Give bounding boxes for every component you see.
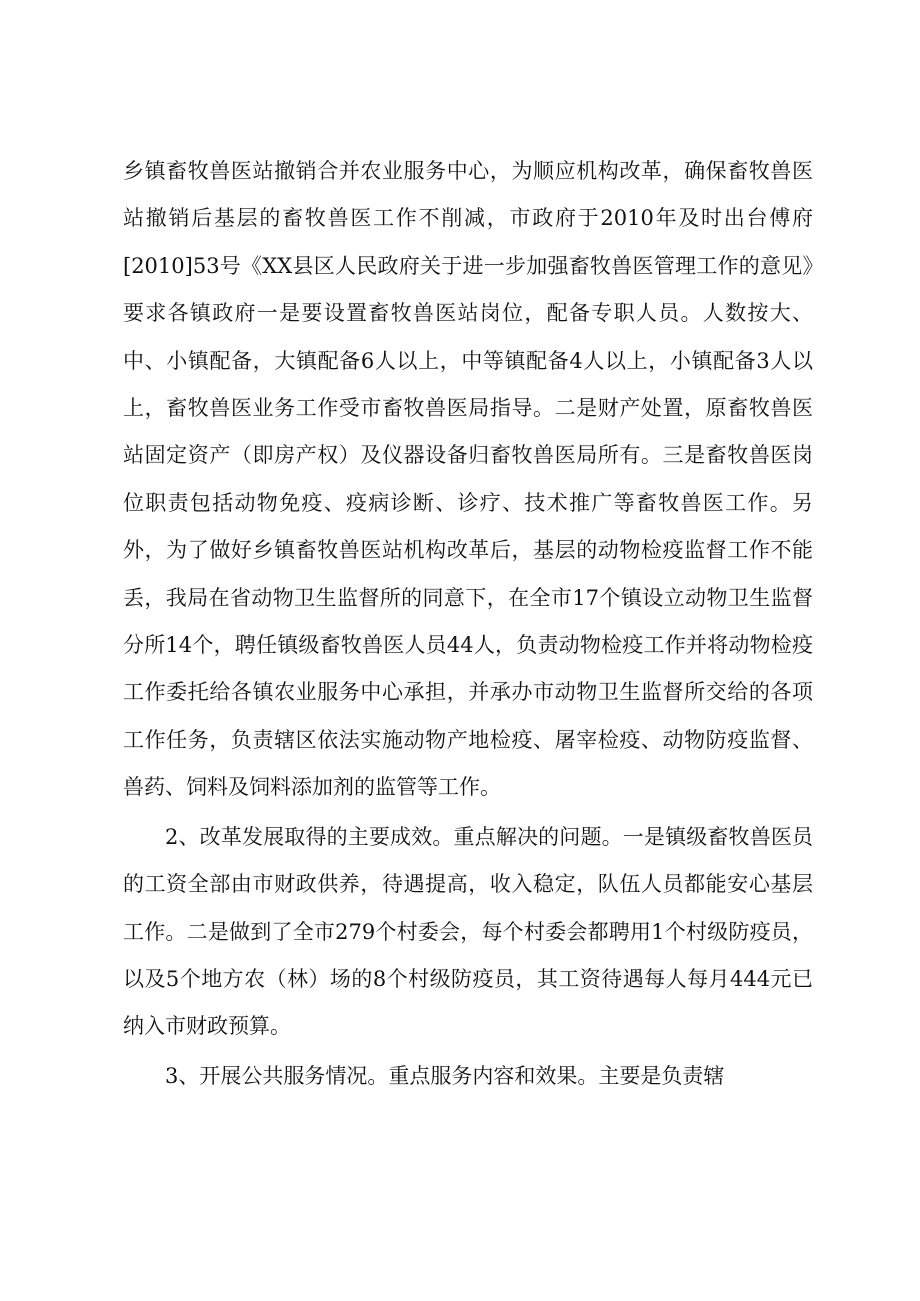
document-body xyxy=(123,148,813,1100)
paragraph-1: 乡镇畜牧兽医站撤销合并农业服务中心，为顺应机构改革，确保畜牧兽医站撤销后基层的畜牧兽医工作不削减，市政府于2010年及时出台傅府[2010]53号《XX县区人民政府关于进一步加强畜牧兽医管理工作的意见》要求各镇政府一是要设置畜牧兽医站岗位，配备专职人员。人数按大、中、小镇配备，大镇配备6人以上，中等镇配备4人以上，小镇配备3人以上，畜牧兽医业务工作受市畜牧兽医局指导。二是财产处置，原畜牧兽医站固定资产（即房产权）及仪器设备归畜牧兽医局所有。三是畜牧兽医岗位职责包括动物免疫、疫病诊断、诊疗、技术推广等畜牧兽医工作。另外，为了做好乡镇畜牧兽医站机构改革后，基层的动物检疫监督工作不能丢，我局在省动物卫生监督所的同意下，在全市17个镇设立动物卫生监督分所14个，聘任镇级畜牧兽医人员44人，负责动物检疫工作并将动物检疫工作委托给各镇农业服务中心承担，并承办市动物卫生监督所交给的各项工作任务，负责辖区依法实施动物产地检疫、屠宰检疫、动物防疫监督、兽药、饲料及饲料添加剂的监管等工作。 xyxy=(123,159,813,800)
paragraph-2: 2、改革发展取得的主要成效。重点解决的问题。一是镇级畜牧兽医员的工资全部由市财政供养，待遇提高，收入稳定，队伍人员都能安心基层工作。二是做到了全市279个村委会，每个村委会都聘用1个村级防疫员，以及5个地方农（林）场的8个村级防疫员，其工资待遇每人每月444元已纳入市财政预算。 xyxy=(123,824,813,1039)
paragraph-3: 3、开展公共服务情况。重点服务内容和效果。主要是负责辖 xyxy=(165,1063,725,1088)
